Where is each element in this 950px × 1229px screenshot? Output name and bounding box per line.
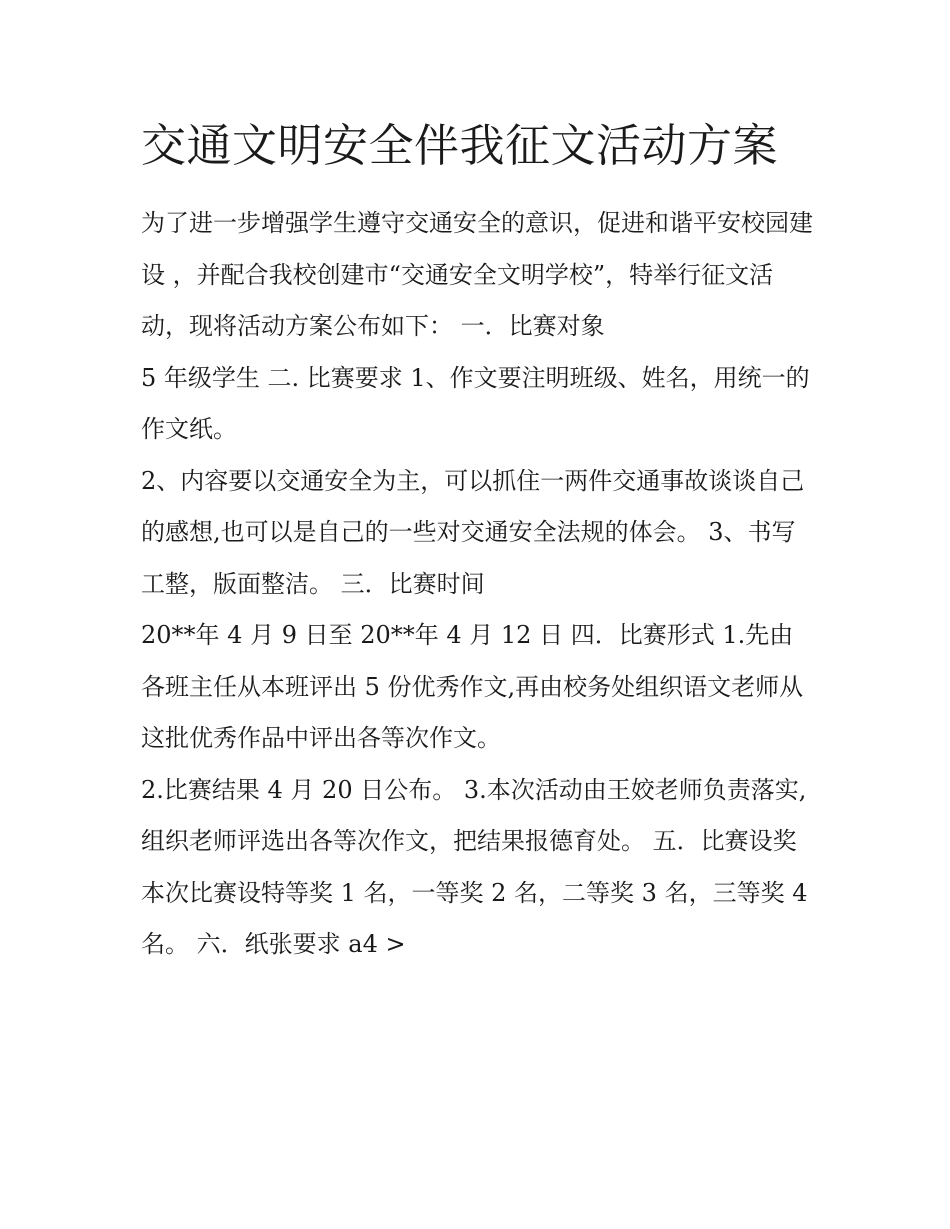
paragraph-awards: 本次比赛设特等奖 1 名，一等奖 2 名，二等奖 3 名，三等奖 4 名。 六．纸张要求 a4 > (141, 878, 808, 958)
document-page (141, 112, 816, 971)
paragraph-schedule: 20**年 4 月 9 日至 20**年 4 月 12 日 四．比赛形式 1.先由各班主任从本班评出 5 份优秀作文,再由校务处组织语文老师从这批优秀作品中评出各等次作文。 (141, 621, 804, 752)
paragraph-results: 2.比赛结果 4 月 20 日公布。 3.本次活动由王姣老师负责落实,组织老师评选出各等次作文，把结果报德育处。 五．比赛设奖 (141, 775, 807, 855)
paragraph-intro: 为了进一步增强学生遵守交通安全的意识，促进和谐平安校园建设 ，并配合我校创建市“交通安全文明学校”，特举行征文活动，现将活动方案公布如下： 一．比赛对象 (141, 209, 813, 340)
paragraph-participants: 5 年级学生 二. 比赛要求 1、作文要注明班级、姓名，用统一的作文纸。 (141, 363, 810, 443)
document-title: 交通文明安全伴我征文活动方案 (141, 119, 779, 172)
paragraph-requirements: 2、内容要以交通安全为主，可以抓住一两件交通事故谈谈自己的感想,也可以是自己的一些对交通安全法规的体会。 3、书写工整，版面整洁。 三．比赛时间 (141, 466, 805, 598)
